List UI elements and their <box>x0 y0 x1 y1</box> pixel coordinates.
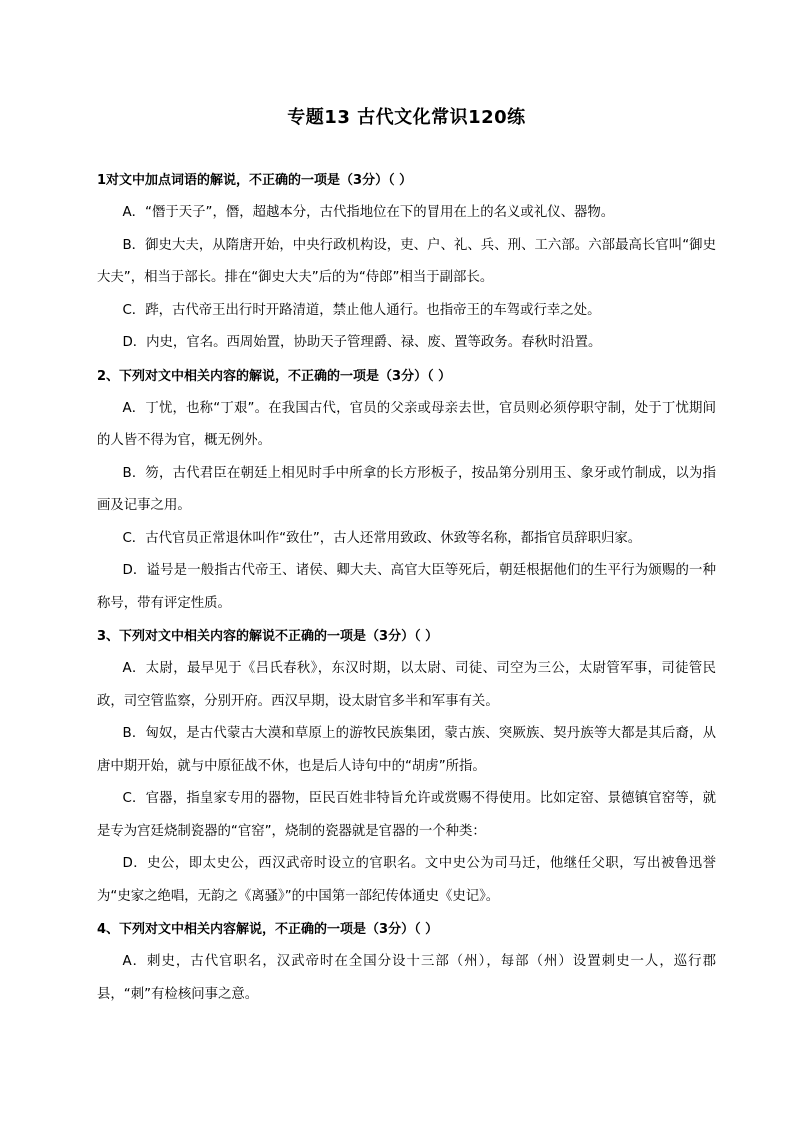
answer-option: A．丁忧，也称“丁艰”。在我国古代，官员的父亲或母亲去世，官员则必须停职守制，处于丁忧期间的人皆不得为官，概无例外。 <box>97 400 716 448</box>
answer-option: D．谥号是一般指古代帝王、诸侯、卿大夫、高官大臣等死后，朝廷根据他们的生平行为颁赐的一种称号，带有评定性质。 <box>97 563 716 611</box>
answer-option: D．史公，即太史公，西汉武帝时设立的官职名。文中史公为司马迁，他继任父职，写出被鲁迅誉为“史家之绝唱，无韵之《离骚》”的中国第一部纪传体通史《史记》。 <box>97 856 716 904</box>
question-heading: 4、下列对文中相关内容解说，不正确的一项是（3分）（ ） <box>97 922 439 937</box>
document-title: 专题13 古代文化常识120练 <box>287 107 526 128</box>
question-heading: 2、下列对文中相关内容的解说，不正确的一项是（3分）（ ） <box>97 368 452 384</box>
answer-option: A．“僭于天子”，僭，超越本分，古代指地位在下的冒用在上的名义或礼仪、器物。 <box>122 205 615 220</box>
answer-option: A．刺史，古代官职名，汉武帝时在全国分设十三部（州），每部（州）设置刺史一人，巡行郡县，“刺”有检核问事之意。 <box>97 954 716 1002</box>
answer-option: C．古代官员正常退休叫作“致仕”，古人还常用致政、休致等名称，都指官员辞职归家。 <box>122 530 642 546</box>
answer-option: B．匈奴，是古代蒙古大漠和草原上的游牧民族集团，蒙古族、突厥族、契丹族等大都是其后裔，从唐中期开始，就与中原征战不休，也是后人诗句中的“胡虏”所指。 <box>97 726 716 774</box>
question-heading: 1对文中加点词语的解说，不正确的一项是（3分）（ ） <box>97 173 413 188</box>
answer-option: D．内史，官名。西周始置，协助天子管理爵、禄、废、置等政务。春秋时沿置。 <box>122 335 602 350</box>
answer-option: C．官器，指皇家专用的器物，臣民百姓非特旨允许或赏赐不得使用。比如定窑、景德镇官窑等，就是专为宫廷烧制瓷器的“官窑”，烧制的瓷器就是官器的一个种类： <box>97 791 716 839</box>
answer-option: B．笏，古代君臣在朝廷上相见时手中所拿的长方形板子，按品第分别用玉、象牙或竹制成，以为指画及记事之用。 <box>97 465 716 513</box>
answer-option: A．太尉，最早见于《吕氏春秋》，东汉时期，以太尉、司徒、司空为三公，太尉管军事，司徒管民政，司空管监察，分别开府。西汉早期，设太尉官多半和军事有关。 <box>97 661 716 709</box>
document-content <box>97 164 716 1011</box>
answer-option: B．御史大夫，从隋唐开始，中央行政机构设，吏、户、礼、兵、刑、工六部。六部最高长官叫“御史大夫”，相当于部长。排在“御史大夫”后的为“侍郎”相当于副部长。 <box>97 237 716 285</box>
question-heading: 3、下列对文中相关内容的解说不正确的一项是（3分）（ ） <box>97 629 439 644</box>
answer-option: C．跸，古代帝王出行时开路清道，禁止他人通行。也指帝王的车驾或行幸之处。 <box>122 302 601 318</box>
